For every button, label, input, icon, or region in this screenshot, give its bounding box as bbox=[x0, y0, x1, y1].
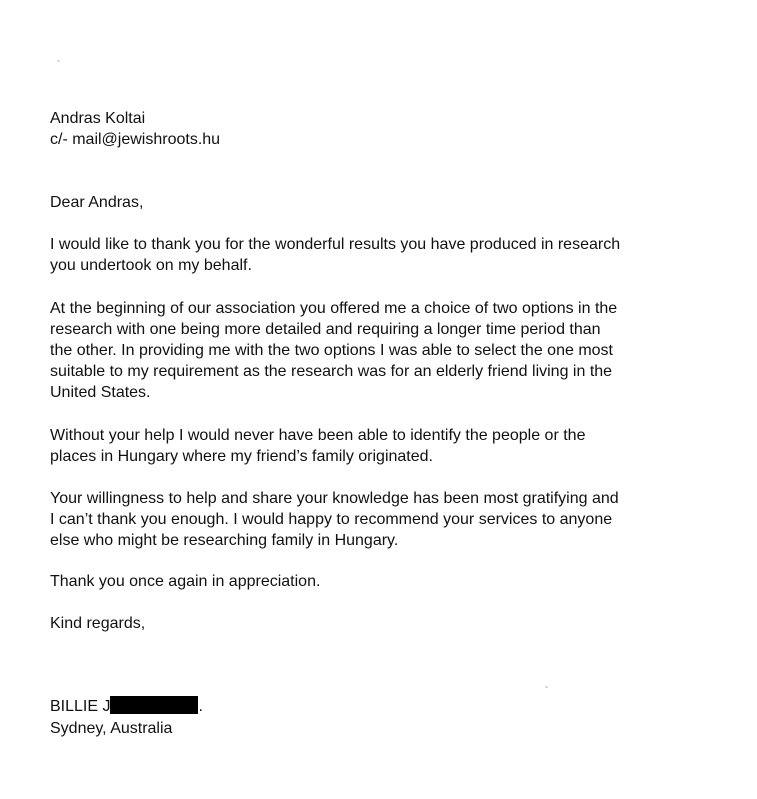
paragraph-line: you undertook on my behalf. bbox=[50, 257, 252, 274]
signature-name bbox=[50, 696, 203, 717]
paragraph-line: the other. In providing me with the two options I was able to select the one most bbox=[50, 342, 613, 359]
recipient-name: Andras Koltai bbox=[50, 110, 146, 127]
paragraph-line: I can’t thank you enough. I would happy to recommend your services to anyone bbox=[50, 511, 613, 528]
scan-speck bbox=[57, 60, 60, 62]
scan-speck bbox=[545, 686, 548, 688]
paragraph-line: else who might be researching family in Hungary. bbox=[50, 532, 399, 549]
closing: Kind regards, bbox=[50, 615, 146, 632]
paragraph-line: Thank you once again in appreciation. bbox=[50, 573, 321, 590]
paragraph-line: At the beginning of our association you offered me a choice of two options in the bbox=[50, 300, 618, 317]
signature-name-suffix: . bbox=[198, 698, 203, 715]
recipient-address: c/- mail@jewishroots.hu bbox=[50, 131, 221, 148]
paragraph-line: Without your help I would never have been able to identify the people or the bbox=[50, 427, 586, 444]
signature-location: Sydney, Australia bbox=[50, 720, 173, 737]
salutation: Dear Andras, bbox=[50, 194, 144, 211]
paragraph-line: United States. bbox=[50, 384, 151, 401]
paragraph-line: places in Hungary where my friend’s family originated. bbox=[50, 448, 433, 465]
paragraph-line: suitable to my requirement as the research was for an elderly friend living in the bbox=[50, 363, 613, 380]
paragraph-line: Your willingness to help and share your knowledge has been most gratifying and bbox=[50, 490, 619, 507]
paragraph-line: I would like to thank you for the wonderful results you have produced in research bbox=[50, 236, 621, 253]
signature-name-prefix: BILLIE J bbox=[50, 698, 111, 715]
paragraph-line: research with one being more detailed and requiring a longer time period than bbox=[50, 321, 601, 338]
redaction-block bbox=[110, 696, 198, 714]
